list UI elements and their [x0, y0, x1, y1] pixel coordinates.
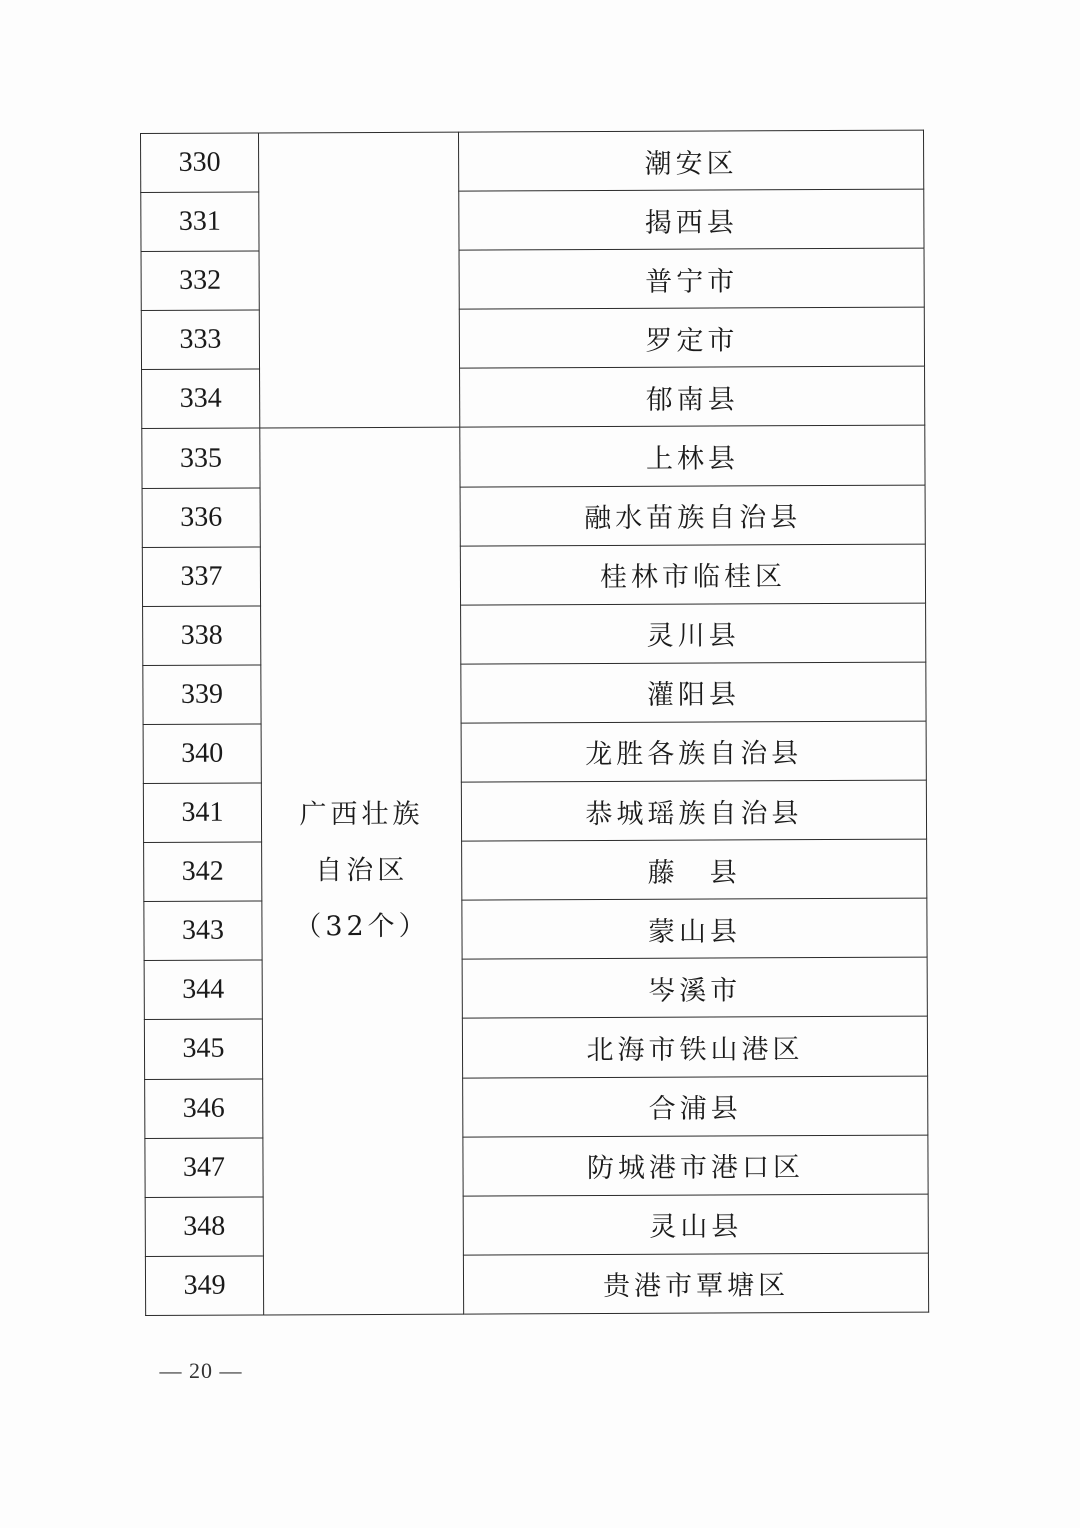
row-number: 342	[144, 842, 262, 902]
page-number: — 20 —	[159, 1358, 243, 1383]
row-number: 347	[145, 1138, 263, 1198]
row-number: 349	[145, 1256, 263, 1316]
table-row	[141, 248, 924, 311]
table-row	[142, 544, 925, 607]
province-count: （32个）	[294, 910, 430, 943]
county-name: 贵港市覃塘区	[463, 1253, 928, 1314]
county-name: 恭城瑶族自治县	[461, 780, 926, 841]
table-row	[141, 189, 924, 252]
row-number: 340	[143, 724, 261, 784]
table-row	[144, 839, 927, 902]
county-name: 灵山县	[463, 1194, 928, 1255]
row-number: 343	[144, 901, 262, 961]
row-number: 346	[145, 1078, 263, 1138]
table-row	[145, 1194, 928, 1257]
county-name: 融水苗族自治县	[460, 485, 925, 546]
row-number: 339	[143, 665, 261, 725]
province-cell-guangxi	[260, 428, 464, 1315]
row-number: 332	[141, 251, 259, 311]
row-number: 344	[144, 960, 262, 1020]
county-name: 藤 县	[462, 839, 927, 900]
table-row	[143, 721, 926, 784]
county-name: 合浦县	[463, 1076, 928, 1137]
table-row	[141, 130, 924, 193]
row-number: 331	[141, 192, 259, 252]
province-cell-continued	[259, 132, 460, 428]
table-row	[145, 1253, 928, 1316]
table-row	[143, 603, 926, 666]
table-row	[142, 366, 925, 429]
county-list-table	[140, 130, 929, 1316]
row-number: 336	[142, 488, 260, 548]
table-row	[142, 426, 925, 489]
row-number: 341	[143, 783, 261, 843]
table-row	[141, 307, 924, 370]
table-row	[144, 957, 927, 1020]
row-number: 337	[142, 547, 260, 607]
row-number: 333	[141, 310, 259, 370]
table-row	[143, 662, 926, 725]
county-name: 潮安区	[458, 130, 923, 191]
county-name: 蒙山县	[462, 898, 927, 959]
county-name: 揭西县	[459, 189, 924, 250]
province-name-line1: 广西壮族	[299, 798, 424, 831]
table-row	[144, 1016, 927, 1079]
county-name: 普宁市	[459, 248, 924, 309]
county-name: 上林县	[460, 426, 925, 487]
row-number: 338	[143, 606, 261, 666]
row-number: 345	[144, 1019, 262, 1079]
table-row	[145, 1135, 928, 1198]
county-name: 岑溪市	[462, 957, 927, 1018]
province-name-line2: 自治区	[315, 855, 409, 887]
county-name: 罗定市	[459, 307, 924, 368]
table-row	[142, 485, 925, 548]
row-number: 334	[142, 369, 260, 429]
row-number: 335	[142, 428, 260, 488]
county-name: 郁南县	[460, 366, 925, 427]
county-name: 龙胜各族自治县	[461, 721, 926, 782]
county-name: 防城港市港口区	[463, 1135, 928, 1196]
county-name: 桂林市临桂区	[460, 544, 925, 605]
table-row	[145, 1076, 928, 1139]
row-number: 330	[141, 133, 259, 193]
county-name: 灌阳县	[461, 662, 926, 723]
county-name: 灵川县	[461, 603, 926, 664]
table-row	[143, 780, 926, 843]
row-number: 348	[145, 1197, 263, 1257]
table-row	[144, 898, 927, 961]
county-name: 北海市铁山港区	[462, 1016, 927, 1077]
